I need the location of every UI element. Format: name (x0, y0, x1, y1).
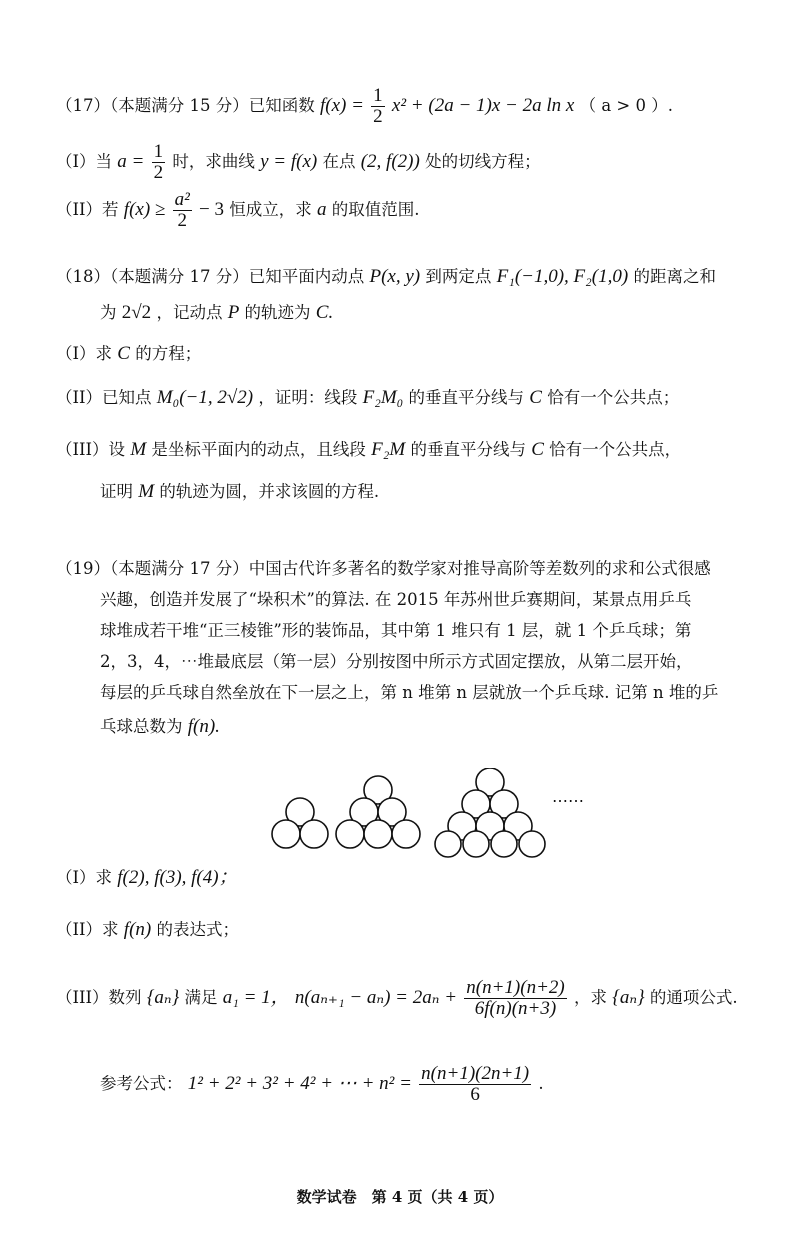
q17-p1-d: 在点 (322, 152, 356, 171)
q19-p3-den: 6f(n)(n+3) (474, 998, 557, 1019)
q18-part1 (56, 342, 770, 366)
q18-p1b: C (117, 343, 130, 364)
ref-frac (419, 1064, 531, 1105)
q18-part3 (56, 438, 770, 462)
q18-head: （18）（本题满分 17 分）已知平面内动点 (56, 267, 365, 286)
ref-den: 6 (470, 1084, 480, 1105)
q19-p2c: 的表达式； (156, 920, 239, 939)
q18-p3d: F₂M (371, 439, 406, 460)
ball (364, 820, 392, 848)
q19-p3-num: n(n+1)(n+2) (466, 977, 565, 998)
q18-l2c: ，记动点 (156, 303, 223, 322)
continuation-dots: …… (552, 787, 584, 806)
reference-formula (100, 1064, 770, 1105)
ball (463, 831, 489, 857)
q18-sum: 的距离之和 (633, 267, 716, 286)
q19-p1a: （I）求 (56, 868, 113, 887)
q18-p2d: F₂M₀ (362, 387, 404, 408)
q18-l2e: 的轨迹为 (244, 303, 311, 322)
q17-p1-e: (2, f(2)) (360, 151, 420, 172)
q18-to: 到两定点 (425, 267, 492, 286)
q18-p3g: 恰有一个公共点， (549, 440, 682, 459)
q19-line2: 兴趣，创造并发展了“垛积术”的算法. 在 2015 年苏州世乒赛期间，某景点用乒乓 (100, 590, 692, 609)
q18-part3-line2 (100, 480, 770, 504)
q19-p3f: ，求 (573, 988, 607, 1007)
pile-2 (272, 798, 328, 848)
q18-p2c: ，证明：线段 (258, 388, 358, 407)
q17-p2-num: a² (174, 189, 190, 210)
q18-part2 (56, 386, 770, 410)
q18-p2b: M₀(−1, 2√2) (156, 387, 254, 408)
q19-part2 (56, 918, 770, 942)
q19-p3c: 满足 (184, 988, 218, 1007)
q18-l2b: 2√2 (121, 302, 152, 323)
q18-p2f: C (529, 387, 542, 408)
q19-line1: （19）（本题满分 17 分）中国古代许多著名的数学家对推导高阶等差数列的求和公式很感 (56, 559, 711, 578)
q18-p3i: M (138, 481, 155, 502)
q18-l2d: P (227, 302, 240, 323)
q17-p2-d: 恒成立，求 (229, 200, 312, 219)
q17-p1-den: 2 (153, 162, 164, 183)
q18-p3h: 证明 (100, 482, 133, 501)
pile-4 (435, 768, 545, 857)
q19-l6b: f(n). (187, 716, 220, 737)
q19-p3a: （III）数列 (56, 988, 142, 1007)
ref-lhs: 1² + 2² + 3² + 4² + ⋯ + n² = (187, 1073, 412, 1094)
q17-p1-aeq: a = (117, 151, 145, 172)
q18-p3e: 的垂直平分线与 (410, 440, 526, 459)
q19-p3e: n(aₙ₊₁ − aₙ) = 2aₙ + (294, 987, 458, 1008)
ball (491, 831, 517, 857)
q17-part1 (56, 142, 770, 183)
q18-P: P(x, y) (369, 266, 421, 287)
q19-line6 (100, 715, 770, 739)
ping-pong-pyramid-figure (270, 768, 610, 858)
q17-half-frac (371, 86, 385, 127)
q17-func-rhs: x² + (2a − 1)x − 2a ln x (391, 95, 575, 116)
q17-head: （17）（本题满分 15 分）已知函数 (56, 96, 315, 115)
q18-line1 (56, 265, 770, 289)
q17-p2-a: （II）若 (56, 200, 119, 219)
q19-p2a: （II）求 (56, 920, 119, 939)
q18-line2 (100, 301, 770, 325)
q17-p2-e: a (317, 199, 327, 220)
q17-p2-c: − 3 (199, 199, 225, 220)
q18-p3f: C (531, 439, 544, 460)
q18-p3j: 的轨迹为圆，并求该圆的方程. (159, 482, 380, 501)
q18-l2a: 为 (100, 303, 117, 322)
q17-p1-frac (152, 142, 166, 183)
q17-p1-c: y = f(x) (260, 151, 318, 172)
q19-p3h: 的通项公式. (649, 988, 738, 1007)
q17-cond: （ a > 0 ）. (579, 96, 673, 115)
ball (435, 831, 461, 857)
q19-line3: 球堆成若干堆“正三棱锥”形的装饰品，其中第 1 堆只有 1 层，就 1 个乒乓球；第 (100, 621, 692, 640)
q18-l2f: C. (315, 302, 334, 323)
q17-p2-frac (173, 190, 192, 231)
q19-part1 (56, 866, 770, 890)
q19-p1b: f(2), f(3), f(4)； (117, 867, 238, 888)
q19-part3 (56, 978, 770, 1019)
q17-p2-f: 的取值范围. (331, 200, 420, 219)
q17-half-den: 2 (373, 106, 383, 127)
q17-part2 (56, 190, 770, 231)
q18-p3c: 是坐标平面内的动点，且线段 (151, 440, 366, 459)
ball (392, 820, 420, 848)
q19-p3d: a₁ = 1， (222, 987, 290, 1008)
ball (336, 820, 364, 848)
q18-p3b: M (130, 439, 147, 460)
ref-label: 参考公式： (100, 1074, 183, 1093)
q19-p2b: f(n) (123, 919, 152, 940)
ref-num: n(n+1)(2n+1) (421, 1063, 530, 1084)
ball (519, 831, 545, 857)
q18-p3a: （III）设 (56, 440, 126, 459)
page-footer: 数学试卷 第 4 页（共 4 页） (296, 1188, 504, 1206)
q19-line5: 每层的乒乓球自然垒放在下一层之上，第 n 堆第 n 层就放一个乒乓球. 记第 n 堆的乒 (100, 683, 719, 702)
q17-func-lhs: f(x) = (319, 95, 364, 116)
q18-F: F₁(−1,0), F₂(1,0) (496, 266, 629, 287)
q17-p2-b: f(x) ≥ (123, 199, 166, 220)
q19-l6a: 乓球总数为 (100, 717, 183, 736)
q17-half-num: 1 (373, 85, 383, 106)
q18-p2e: 的垂直平分线与 (408, 388, 525, 407)
q19-p3b: {aₙ} (146, 987, 180, 1008)
q17-line1 (56, 86, 770, 127)
q18-p1a: （I）求 (56, 344, 113, 363)
q17-p1-b: 时，求曲线 (172, 152, 255, 171)
q17-p2-den: 2 (177, 210, 187, 231)
q19-p3g: {aₙ} (612, 987, 645, 1008)
q19-p3-frac (464, 978, 566, 1019)
q17-p1-a: （I）当 (56, 152, 113, 171)
q17-p1-num: 1 (153, 141, 164, 162)
ball (300, 820, 328, 848)
q18-p2a: （II）已知点 (56, 388, 152, 407)
ref-end: . (538, 1074, 544, 1093)
q18-p1c: 的方程； (135, 344, 202, 363)
q18-p2g: 恰有一个公共点； (547, 388, 680, 407)
q19-line4: 2，3，4，⋯堆最底层（第一层）分别按图中所示方式固定摆放，从第二层开始， (100, 652, 693, 671)
pile-3 (336, 776, 420, 848)
q17-p1-f: 处的切线方程； (425, 152, 541, 171)
ball (272, 820, 300, 848)
